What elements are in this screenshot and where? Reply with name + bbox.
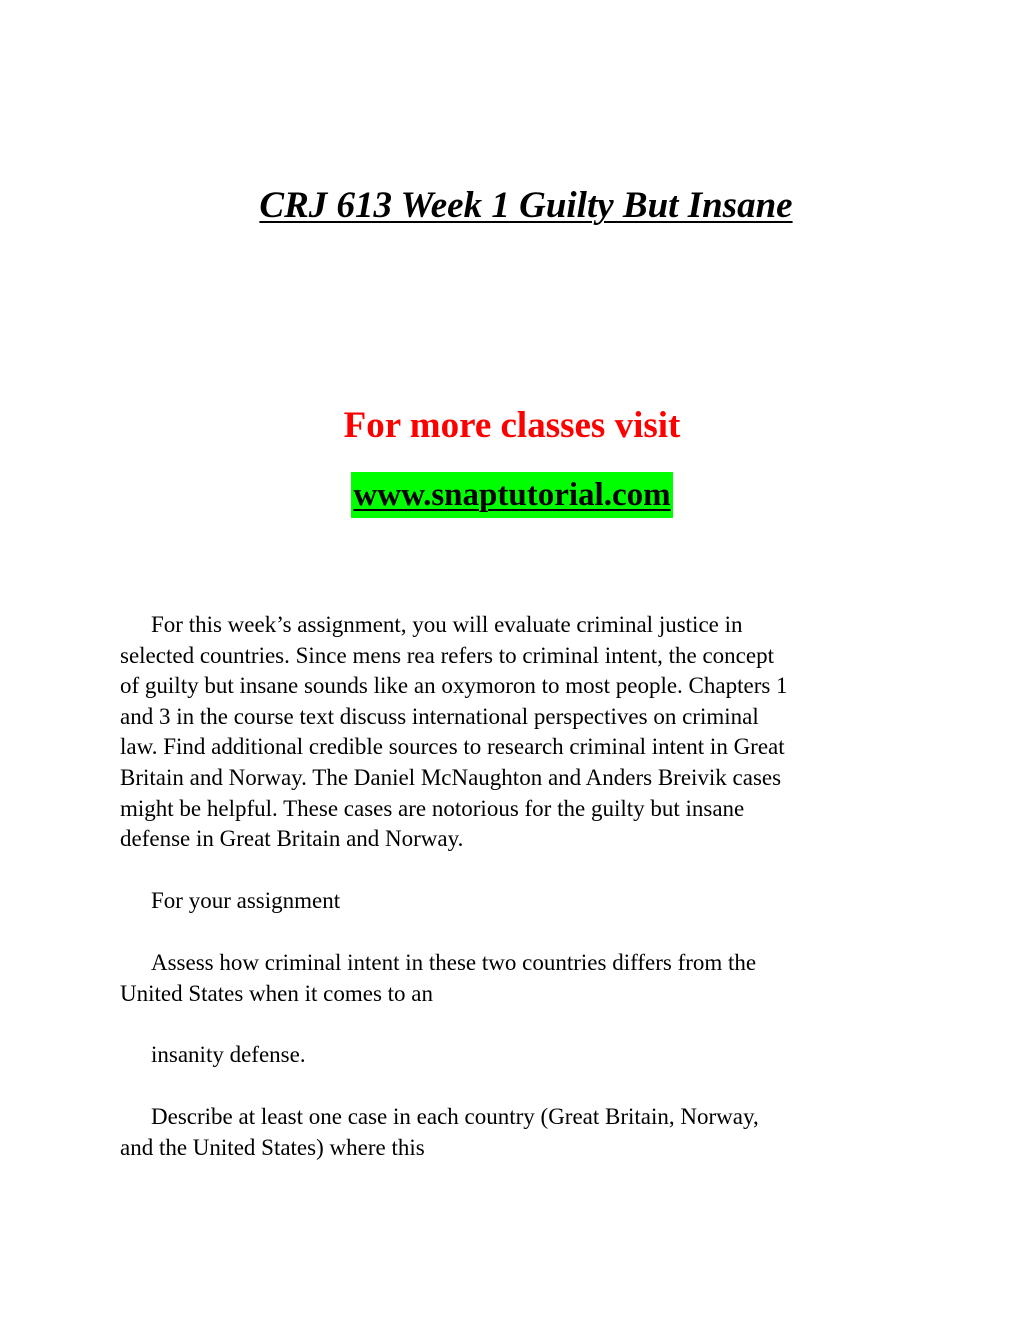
paragraph-line: Britain and Norway. The Daniel McNaughton and Anders Breivik cases xyxy=(120,764,782,790)
paragraph-line: law. Find additional credible sources to research criminal intent in Great xyxy=(120,734,785,760)
paragraph-line: Describe at least one case in each country (Great Britain, Norway, xyxy=(151,1104,759,1129)
paragraph-line: Assess how criminal intent in these two countries differs from the xyxy=(151,950,757,975)
paragraph-line: might be helpful. These cases are notorious for the guilty but insane xyxy=(120,795,745,821)
paragraph-line: defense in Great Britain and Norway. xyxy=(120,826,464,852)
paragraph-line: For your assignment xyxy=(151,888,341,913)
promo-text: For more classes visit xyxy=(343,405,681,446)
paragraph-line: of guilty but insane sounds like an oxymoron to most people. Chapters 1 xyxy=(120,673,788,699)
paragraph-intro xyxy=(120,610,910,855)
paragraph-line: selected countries. Since mens rea refers to criminal intent, the concept xyxy=(120,642,774,668)
document-title: CRJ 613 Week 1 Guilty But Insane xyxy=(259,185,793,226)
paragraph-line: and the United States) where this xyxy=(120,1134,425,1160)
paragraph-assess xyxy=(120,948,910,1009)
paragraph-assignment-heading xyxy=(120,886,910,917)
paragraph-describe xyxy=(120,1102,910,1163)
link-container xyxy=(0,472,1024,518)
paragraph-line: and 3 in the course text discuss international perspectives on criminal xyxy=(120,703,759,729)
paragraph-line: United States when it comes to an xyxy=(120,980,433,1006)
paragraph-line: For this week’s assignment, you will evaluate criminal justice in xyxy=(151,612,743,637)
paragraph-insanity xyxy=(120,1040,910,1071)
website-link[interactable]: www.snaptutorial.com xyxy=(351,472,672,518)
paragraph-line: insanity defense. xyxy=(151,1042,306,1067)
